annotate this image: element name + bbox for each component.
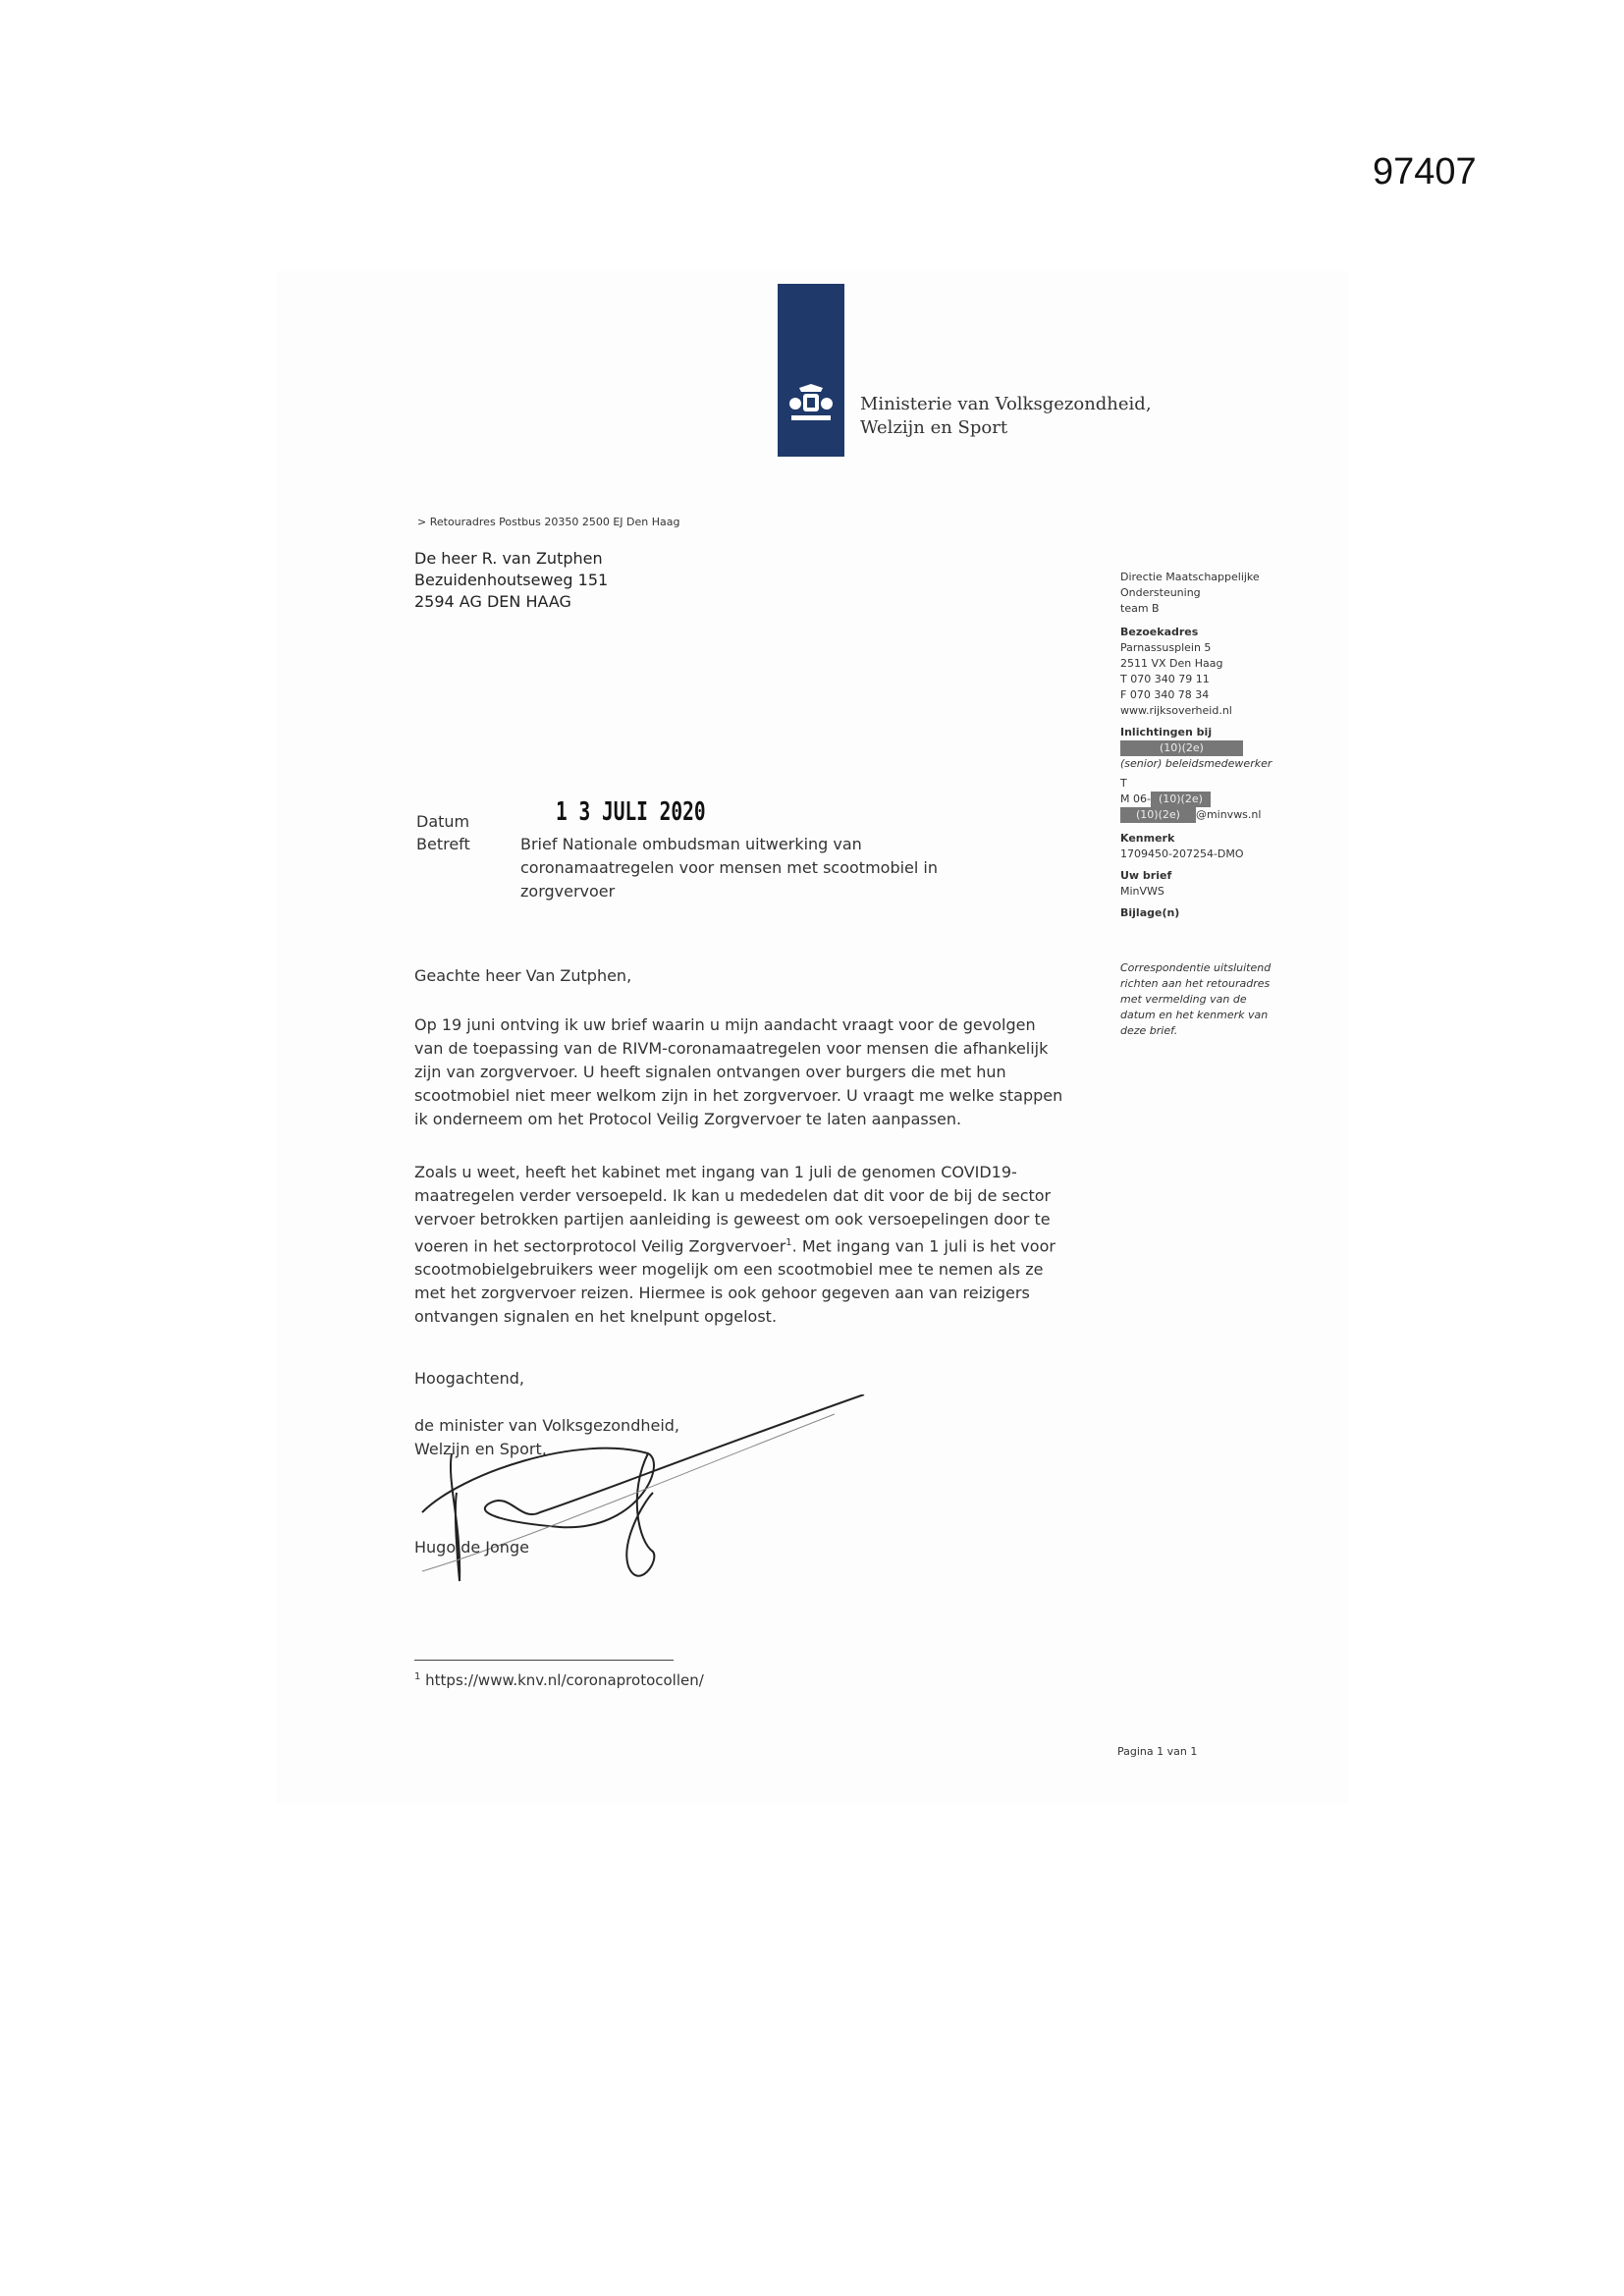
salutation: Geachte heer Van Zutphen, [414,966,632,985]
paragraph-text: . Met ingang van 1 juli is het voor [791,1236,1056,1256]
subject-line: Brief Nationale ombudsman uitwerking van [520,835,862,853]
sender-sidebar [1120,570,1317,1039]
paragraph-line: maatregelen verder versoepeld. Ik kan u mededelen dat dit voor de bij de sector [414,1186,1052,1205]
paragraph-line: scootmobielgebruikers weer mogelijk om een scootmobiel mee te nemen als ze [414,1260,1044,1280]
date-label: Datum [416,812,470,831]
handwritten-signature [403,1394,874,1601]
correspondence-note [1120,960,1317,1039]
ministry-name [860,393,1152,440]
document-number: 97407 [1373,151,1477,192]
subject-text [520,833,992,903]
note-line: datum en het kenmerk van [1120,1009,1269,1021]
ministry-name-line2: Welzijn en Sport [860,417,1008,438]
paragraph-2 [414,1161,1102,1329]
paragraph-line: van de toepassing van de RIVM-coronamaatregelen voor mensen die afhankelijk [414,1039,1049,1058]
return-address: > Retouradres Postbus 20350 2500 EJ Den Haag [417,516,680,528]
contact-phone-label: T [1120,777,1127,790]
paragraph-line: Op 19 juni ontving ik uw brief waarin u mijn aandacht vraagt voor de gevolgen [414,1015,1036,1034]
footnote [414,1671,704,1689]
signatory-name: Hugo de Jonge [414,1538,529,1557]
mobile-label: M 06- [1120,793,1151,805]
paragraph-line: ontvangen signalen en het knelpunt opgelost. [414,1307,778,1327]
paragraph-line: vervoer betrokken partijen aanleiding is geweest om ook versoepelingen door te [414,1210,1051,1229]
paragraph-line: scootmobiel niet meer welkom zijn in het zorgvervoer. U vraagt me welke stappen [414,1086,1063,1105]
date-stamp: 1 3 JULI 2020 [556,797,706,827]
paragraph-line [414,1231,1102,1258]
department-line: Directie Maatschappelijke [1120,571,1260,583]
footnote-divider [414,1660,674,1661]
visit-address-line: Parnassusplein 5 [1120,641,1212,654]
contact-role: (senior) beleidsmedewerker [1120,757,1272,770]
paragraph-1 [414,1013,1102,1131]
department-line: Ondersteuning [1120,586,1201,599]
paragraph-line: ik onderneem om het Protocol Veilig Zorgvervoer te laten aanpassen. [414,1110,962,1128]
recipient-line: Bezuidenhoutseweg 151 [414,571,609,589]
subject-line: zorgvervoer [520,882,616,901]
sign-off-line: de minister van Volksgezondheid, [414,1416,680,1435]
contact-label: Inlichtingen bij [1120,726,1213,738]
paragraph-line: zijn van zorgvervoer. U heeft signalen ontvangen over burgers die met hun [414,1063,1006,1081]
attachments-label: Bijlage(n) [1120,906,1180,919]
recipient-line: 2594 AG DEN HAAG [414,592,571,611]
paragraph-line: Zoals u weet, heeft het kabinet met ingang van 1 juli de genomen COVID19- [414,1163,1017,1181]
subject-label: Betreft [416,835,470,853]
sign-off-line: Welzijn en Sport, [414,1440,547,1458]
email-domain: @minvws.nl [1195,808,1262,821]
coat-of-arms-icon [782,382,840,431]
footnote-link[interactable]: https://www.knv.nl/coronaprotocollen/ [425,1671,704,1689]
your-letter-value: MinVWS [1120,885,1164,898]
redacted-name: (10)(2e) [1120,740,1243,756]
your-letter-label: Uw brief [1120,869,1172,882]
phone-line: T 070 340 79 11 [1120,673,1210,685]
closing: Hoogachtend, [414,1369,525,1388]
visit-address-line: 2511 VX Den Haag [1120,657,1223,670]
note-line: richten aan het retouradres [1120,977,1271,990]
fax-line: F 070 340 78 34 [1120,688,1210,701]
department-line: team B [1120,602,1160,615]
footnote-marker: 1 [785,1237,792,1248]
redacted-mobile: (10)(2e) [1151,792,1211,807]
recipient-line: De heer R. van Zutphen [414,549,603,568]
note-line: met vermelding van de [1120,993,1247,1006]
recipient-address [414,548,608,613]
reference-label: Kenmerk [1120,832,1175,845]
page-number: Pagina 1 van 1 [1117,1745,1198,1758]
visit-address-label: Bezoekadres [1120,626,1199,638]
note-line: deze brief. [1120,1024,1178,1037]
website-line: www.rijksoverheid.nl [1120,704,1232,717]
paragraph-line: met het zorgvervoer reizen. Hiermee is ook gehoor gegeven aan van reizigers [414,1284,1030,1303]
reference-value: 1709450-207254-DMO [1120,847,1244,860]
subject-line: coronamaatregelen voor mensen met scootmobiel in [520,858,938,877]
ministry-name-line1: Ministerie van Volksgezondheid, [860,394,1152,414]
paragraph-text: voeren in het sectorprotocol Veilig Zorgvervoer [414,1236,786,1256]
ministry-logo [778,284,844,457]
note-line: Correspondentie uitsluitend [1120,961,1272,974]
redacted-email: (10)(2e) [1120,807,1196,823]
footnote-number: 1 [414,1671,421,1682]
